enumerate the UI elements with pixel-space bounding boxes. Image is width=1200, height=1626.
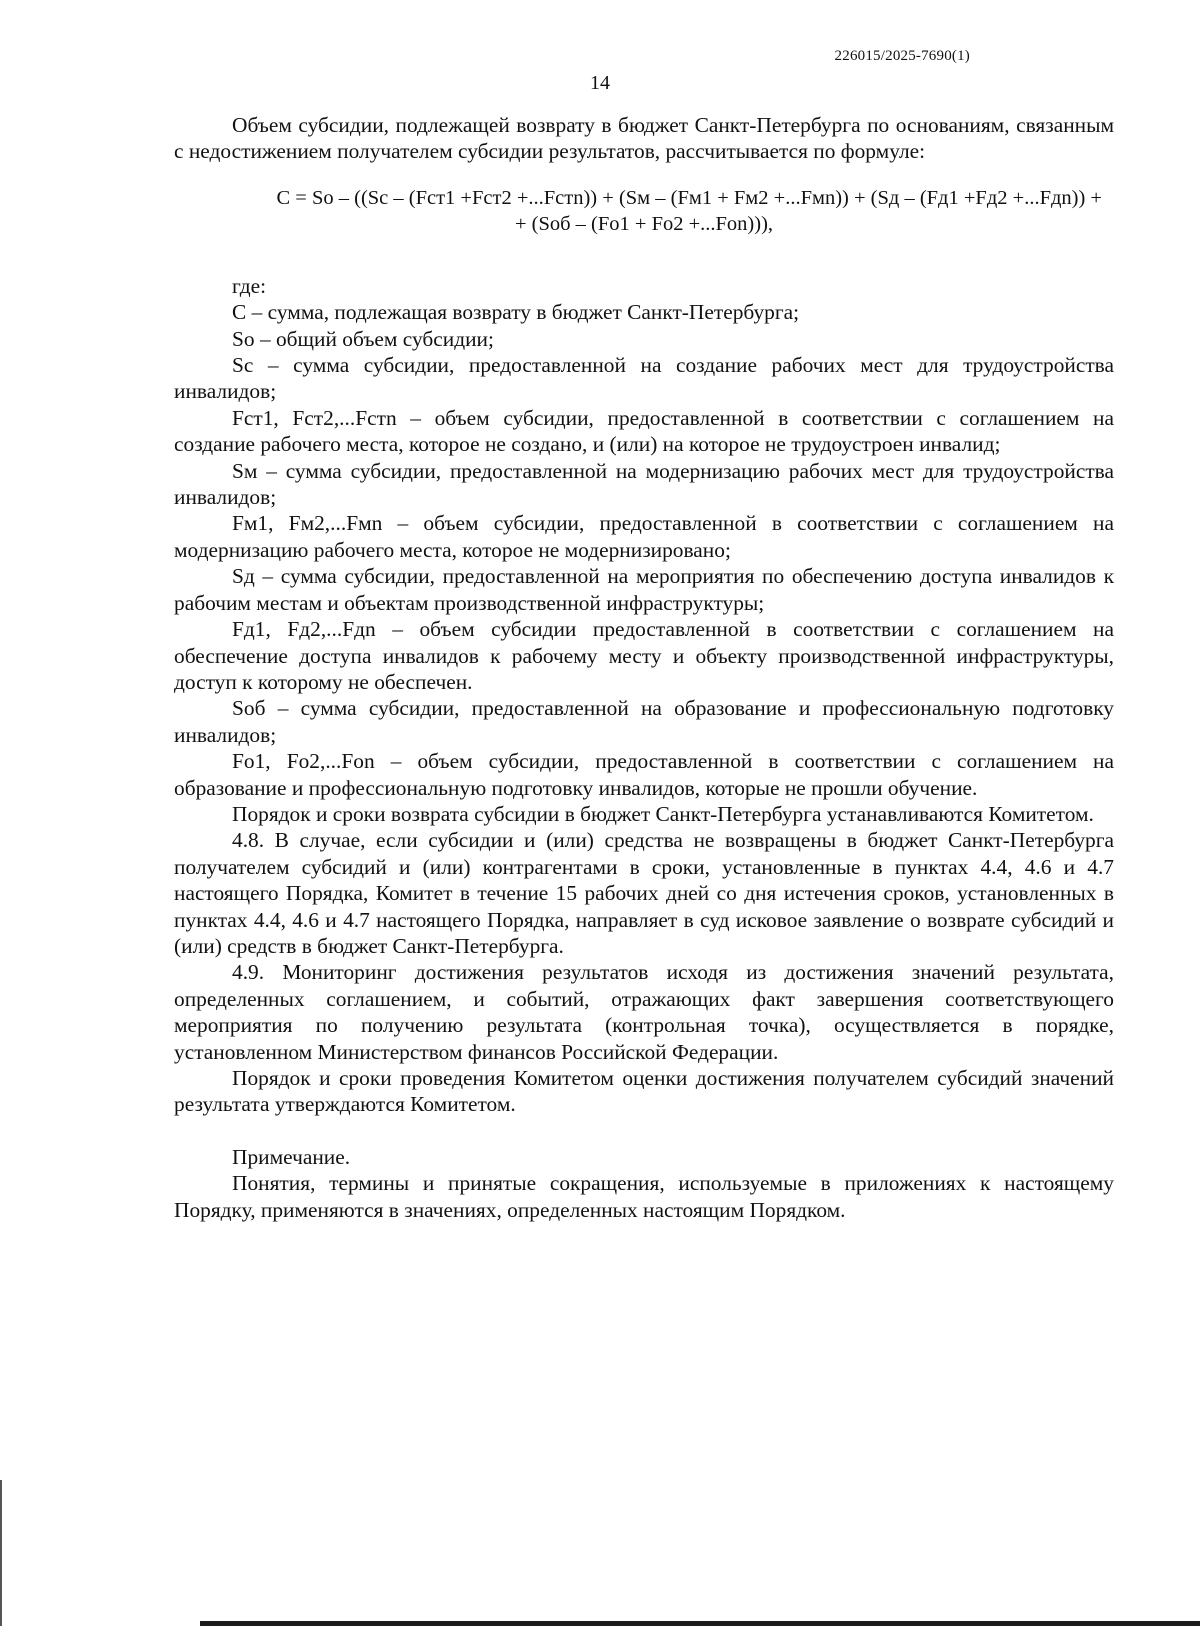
formula xyxy=(174,185,1114,237)
definition-fo: Fо1, Fо2,...Fоn – объем субсидии, предоставленной в соответствии с соглашением на образование и профессиональную подготовку инвалидов, которые не прошли обучение. xyxy=(174,749,1114,800)
formula-line-2: + (Sоб – (Fо1 + Fо2 +...Fоn))), xyxy=(514,212,774,235)
definition-sd: Sд – сумма субсидии, предоставленной на мероприятия по обеспечению доступа инвалидов к рабочим местам и объектам производственной инфраструктуры; xyxy=(174,564,1114,615)
spacer xyxy=(174,1118,1114,1144)
definition-fm: Fм1, Fм2,...Fмn – объем субсидии, предоставленной в соответствии с соглашением на модернизацию рабочего места, которое не модернизировано; xyxy=(174,511,1114,562)
clause-4-8: 4.8. В случае, если субсидии и (или) средства не возвращены в бюджет Санкт-Петербурга получателем субсидий и (или) контрагентами в сроки, установленные в пунктах 4.4, 4.6 и 4.7 настоящего Порядка, Комитет в течение 15 рабочих дней со дня истечения сроков, установленных в пунктах 4.4, 4.6 и 4.7 настоящего Порядка, направляет в суд исковое заявление о возврате субсидий и (или) средств в бюджет Санкт-Петербурга. xyxy=(174,828,1114,958)
note-text: Понятия, термины и принятые сокращения, используемые в приложениях к настоящему Порядку, применяются в значениях, определенных настоящим Порядком. xyxy=(174,1171,1114,1222)
scan-edge-line xyxy=(0,1480,2,1626)
document-number: 226015/2025-7690(1) xyxy=(834,48,970,64)
page-number: 14 xyxy=(590,72,610,94)
scan-bottom-bar xyxy=(200,1621,1200,1626)
return-procedure-paragraph: Порядок и сроки возврата субсидии в бюджет Санкт-Петербурга устанавливаются Комитетом. xyxy=(232,801,1094,826)
definition-so: So – общий объем субсидии; xyxy=(232,326,494,351)
definition-c: C – сумма, подлежащая возврату в бюджет Санкт-Петербурга; xyxy=(232,300,800,325)
where-label: где: xyxy=(232,273,267,298)
definition-sm: Sм – сумма субсидии, предоставленной на модернизацию рабочих мест для трудоустройства инвалидов; xyxy=(174,458,1114,510)
clause-4-9: 4.9. Мониторинг достижения результатов исходя из достижения значений результата, определенных соглашением, и событий, отражающих факт завершения соответствующего мероприятия по получению результата (контрольная точка), осуществляется в порядке, установленном Министерством финансов Российской Федерации. xyxy=(174,960,1114,1064)
definition-fst: Fст1, Fст2,...Fстn – объем субсидии, предоставленной в соответствии с соглашением на создание рабочего места, которое не создано, и (или) на которое не трудоустроен инвалид; xyxy=(174,405,1114,457)
definition-sob: Sоб – сумма субсидии, предоставленной на образование и профессиональную подготовку инвалидов; xyxy=(174,696,1114,747)
document-body xyxy=(174,112,1114,1223)
note-title: Примечание. xyxy=(232,1144,351,1169)
definition-sc: Sc – сумма субсидии, предоставленной на создание рабочих мест для трудоустройства инвалидов; xyxy=(174,353,1114,404)
definition-fd: Fд1, Fд2,...Fдn – объем субсидии предоставленной в соответствии с соглашением на обеспечение доступа инвалидов к рабочему месту и объекту производственной инфраструктуры, доступ к которому не обеспечен. xyxy=(174,617,1114,694)
assessment-paragraph: Порядок и сроки проведения Комитетом оценки достижения получателем субсидий значений результата утверждаются Комитетом. xyxy=(174,1066,1114,1117)
formula-line-1: C = So – ((Sc – (Fст1 +Fст2 +...Fстn)) + (Sм – (Fм1 + Fм2 +...Fмn)) + (Sд – (Fд1 +Fд2 +...Fдn)) + xyxy=(276,186,1102,209)
intro-paragraph: Объем субсидии, подлежащей возврату в бюджет Санкт-Петербурга по основаниям, связанным с недостижением получателем субсидии результатов, рассчитывается по формуле: xyxy=(174,113,1114,164)
